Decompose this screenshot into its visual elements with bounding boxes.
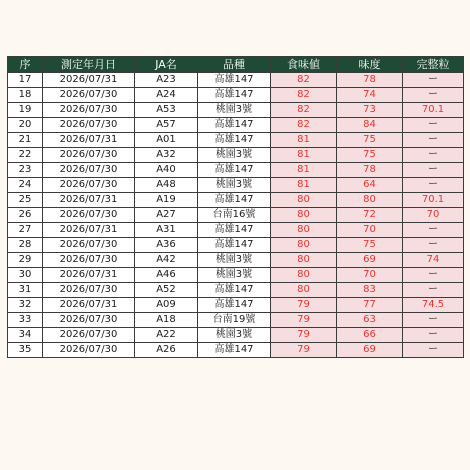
cell-whole-grain: ー [403,283,464,298]
header-ja-name: JA名 [135,57,198,73]
cell-date: 2026/07/31 [43,193,135,208]
cell-whole-grain: ー [403,268,464,283]
cell-date: 2026/07/30 [43,328,135,343]
cell-no: 19 [8,103,43,118]
cell-ja-name: A27 [135,208,198,223]
cell-ja-name: A18 [135,313,198,328]
table-row [8,253,464,268]
cell-date: 2026/07/30 [43,178,135,193]
cell-taste-degree: 80 [337,193,403,208]
cell-taste-value: 80 [271,253,337,268]
cell-variety: 高雄147 [198,193,271,208]
cell-whole-grain: 70.1 [403,193,464,208]
cell-whole-grain: ー [403,118,464,133]
table-row [8,268,464,283]
table-row [8,343,464,358]
cell-variety: 台南19號 [198,313,271,328]
cell-date: 2026/07/30 [43,148,135,163]
cell-date: 2026/07/30 [43,208,135,223]
table-row [8,178,464,193]
cell-no: 17 [8,73,43,88]
cell-taste-degree: 78 [337,73,403,88]
cell-variety: 桃園3號 [198,268,271,283]
cell-whole-grain: 70.1 [403,103,464,118]
cell-ja-name: A22 [135,328,198,343]
cell-variety: 高雄147 [198,238,271,253]
cell-no: 27 [8,223,43,238]
cell-no: 35 [8,343,43,358]
cell-taste-degree: 74 [337,88,403,103]
cell-taste-degree: 83 [337,283,403,298]
table-row [8,118,464,133]
table-row [8,298,464,313]
cell-taste-value: 79 [271,328,337,343]
table-header-row [8,57,464,73]
cell-whole-grain: ー [403,88,464,103]
cell-whole-grain: ー [403,73,464,88]
cell-variety: 高雄147 [198,163,271,178]
cell-date: 2026/07/31 [43,73,135,88]
cell-no: 26 [8,208,43,223]
cell-no: 24 [8,178,43,193]
cell-variety: 高雄147 [198,298,271,313]
results-table-container [7,56,463,358]
cell-taste-value: 79 [271,343,337,358]
cell-taste-degree: 69 [337,343,403,358]
cell-ja-name: A32 [135,148,198,163]
cell-ja-name: A36 [135,238,198,253]
header-date: 測定年月日 [43,57,135,73]
cell-taste-value: 79 [271,313,337,328]
cell-ja-name: A57 [135,118,198,133]
cell-variety: 桃園3號 [198,328,271,343]
cell-taste-value: 81 [271,133,337,148]
cell-ja-name: A48 [135,178,198,193]
table-row [8,148,464,163]
cell-variety: 桃園3號 [198,103,271,118]
cell-ja-name: A24 [135,88,198,103]
cell-date: 2026/07/30 [43,253,135,268]
cell-ja-name: A52 [135,283,198,298]
cell-variety: 高雄147 [198,223,271,238]
cell-taste-value: 82 [271,118,337,133]
cell-taste-value: 80 [271,283,337,298]
cell-whole-grain: ー [403,343,464,358]
cell-taste-value: 82 [271,103,337,118]
cell-whole-grain: ー [403,148,464,163]
cell-taste-degree: 66 [337,328,403,343]
results-table [7,56,464,358]
table-row [8,238,464,253]
cell-variety: 桃園3號 [198,178,271,193]
cell-whole-grain: ー [403,178,464,193]
cell-taste-degree: 78 [337,163,403,178]
cell-no: 31 [8,283,43,298]
cell-ja-name: A09 [135,298,198,313]
cell-taste-value: 80 [271,238,337,253]
cell-taste-degree: 72 [337,208,403,223]
table-body [8,73,464,358]
header-taste-value: 食味値 [271,57,337,73]
cell-ja-name: A23 [135,73,198,88]
table-row [8,328,464,343]
cell-taste-degree: 77 [337,298,403,313]
cell-taste-value: 80 [271,193,337,208]
table-row [8,283,464,298]
cell-taste-degree: 63 [337,313,403,328]
cell-variety: 台南16號 [198,208,271,223]
cell-ja-name: A01 [135,133,198,148]
cell-variety: 高雄147 [198,88,271,103]
cell-variety: 高雄147 [198,343,271,358]
cell-whole-grain: ー [403,238,464,253]
cell-no: 28 [8,238,43,253]
cell-no: 20 [8,118,43,133]
cell-taste-degree: 70 [337,268,403,283]
cell-ja-name: A46 [135,268,198,283]
cell-taste-value: 82 [271,73,337,88]
cell-ja-name: A40 [135,163,198,178]
cell-whole-grain: 70 [403,208,464,223]
header-taste-degree: 味度 [337,57,403,73]
cell-variety: 桃園3號 [198,253,271,268]
cell-date: 2026/07/30 [43,88,135,103]
cell-date: 2026/07/30 [43,103,135,118]
cell-date: 2026/07/31 [43,298,135,313]
cell-date: 2026/07/30 [43,238,135,253]
cell-date: 2026/07/30 [43,118,135,133]
table-row [8,223,464,238]
cell-taste-value: 80 [271,268,337,283]
cell-no: 32 [8,298,43,313]
cell-date: 2026/07/30 [43,283,135,298]
cell-no: 21 [8,133,43,148]
table-row [8,208,464,223]
cell-no: 25 [8,193,43,208]
cell-taste-degree: 73 [337,103,403,118]
cell-whole-grain: 74 [403,253,464,268]
cell-date: 2026/07/30 [43,313,135,328]
cell-whole-grain: ー [403,163,464,178]
cell-date: 2026/07/30 [43,163,135,178]
cell-no: 33 [8,313,43,328]
cell-no: 23 [8,163,43,178]
cell-taste-value: 79 [271,298,337,313]
cell-variety: 高雄147 [198,118,271,133]
cell-variety: 高雄147 [198,283,271,298]
cell-taste-value: 81 [271,163,337,178]
cell-whole-grain: ー [403,328,464,343]
cell-whole-grain: 74.5 [403,298,464,313]
cell-taste-degree: 69 [337,253,403,268]
cell-taste-value: 80 [271,208,337,223]
cell-whole-grain: ー [403,133,464,148]
cell-date: 2026/07/31 [43,223,135,238]
cell-ja-name: A19 [135,193,198,208]
cell-variety: 高雄147 [198,133,271,148]
cell-taste-value: 81 [271,178,337,193]
table-row [8,88,464,103]
cell-whole-grain: ー [403,313,464,328]
cell-taste-degree: 70 [337,223,403,238]
cell-no: 22 [8,148,43,163]
cell-ja-name: A31 [135,223,198,238]
cell-date: 2026/07/31 [43,268,135,283]
cell-variety: 桃園3號 [198,148,271,163]
cell-no: 18 [8,88,43,103]
cell-no: 29 [8,253,43,268]
cell-taste-degree: 84 [337,118,403,133]
table-row [8,103,464,118]
cell-date: 2026/07/31 [43,133,135,148]
table-row [8,163,464,178]
cell-taste-value: 80 [271,223,337,238]
header-whole-grain: 完整粒 [403,57,464,73]
cell-date: 2026/07/30 [43,343,135,358]
cell-taste-degree: 75 [337,148,403,163]
cell-no: 30 [8,268,43,283]
cell-taste-value: 82 [271,88,337,103]
table-row [8,73,464,88]
cell-taste-degree: 64 [337,178,403,193]
cell-whole-grain: ー [403,223,464,238]
header-no: 序 [8,57,43,73]
cell-taste-degree: 75 [337,133,403,148]
cell-ja-name: A26 [135,343,198,358]
table-row [8,313,464,328]
cell-variety: 高雄147 [198,73,271,88]
cell-ja-name: A42 [135,253,198,268]
header-variety: 品種 [198,57,271,73]
cell-no: 34 [8,328,43,343]
table-row [8,193,464,208]
table-row [8,133,464,148]
cell-ja-name: A53 [135,103,198,118]
cell-taste-value: 81 [271,148,337,163]
cell-taste-degree: 75 [337,238,403,253]
